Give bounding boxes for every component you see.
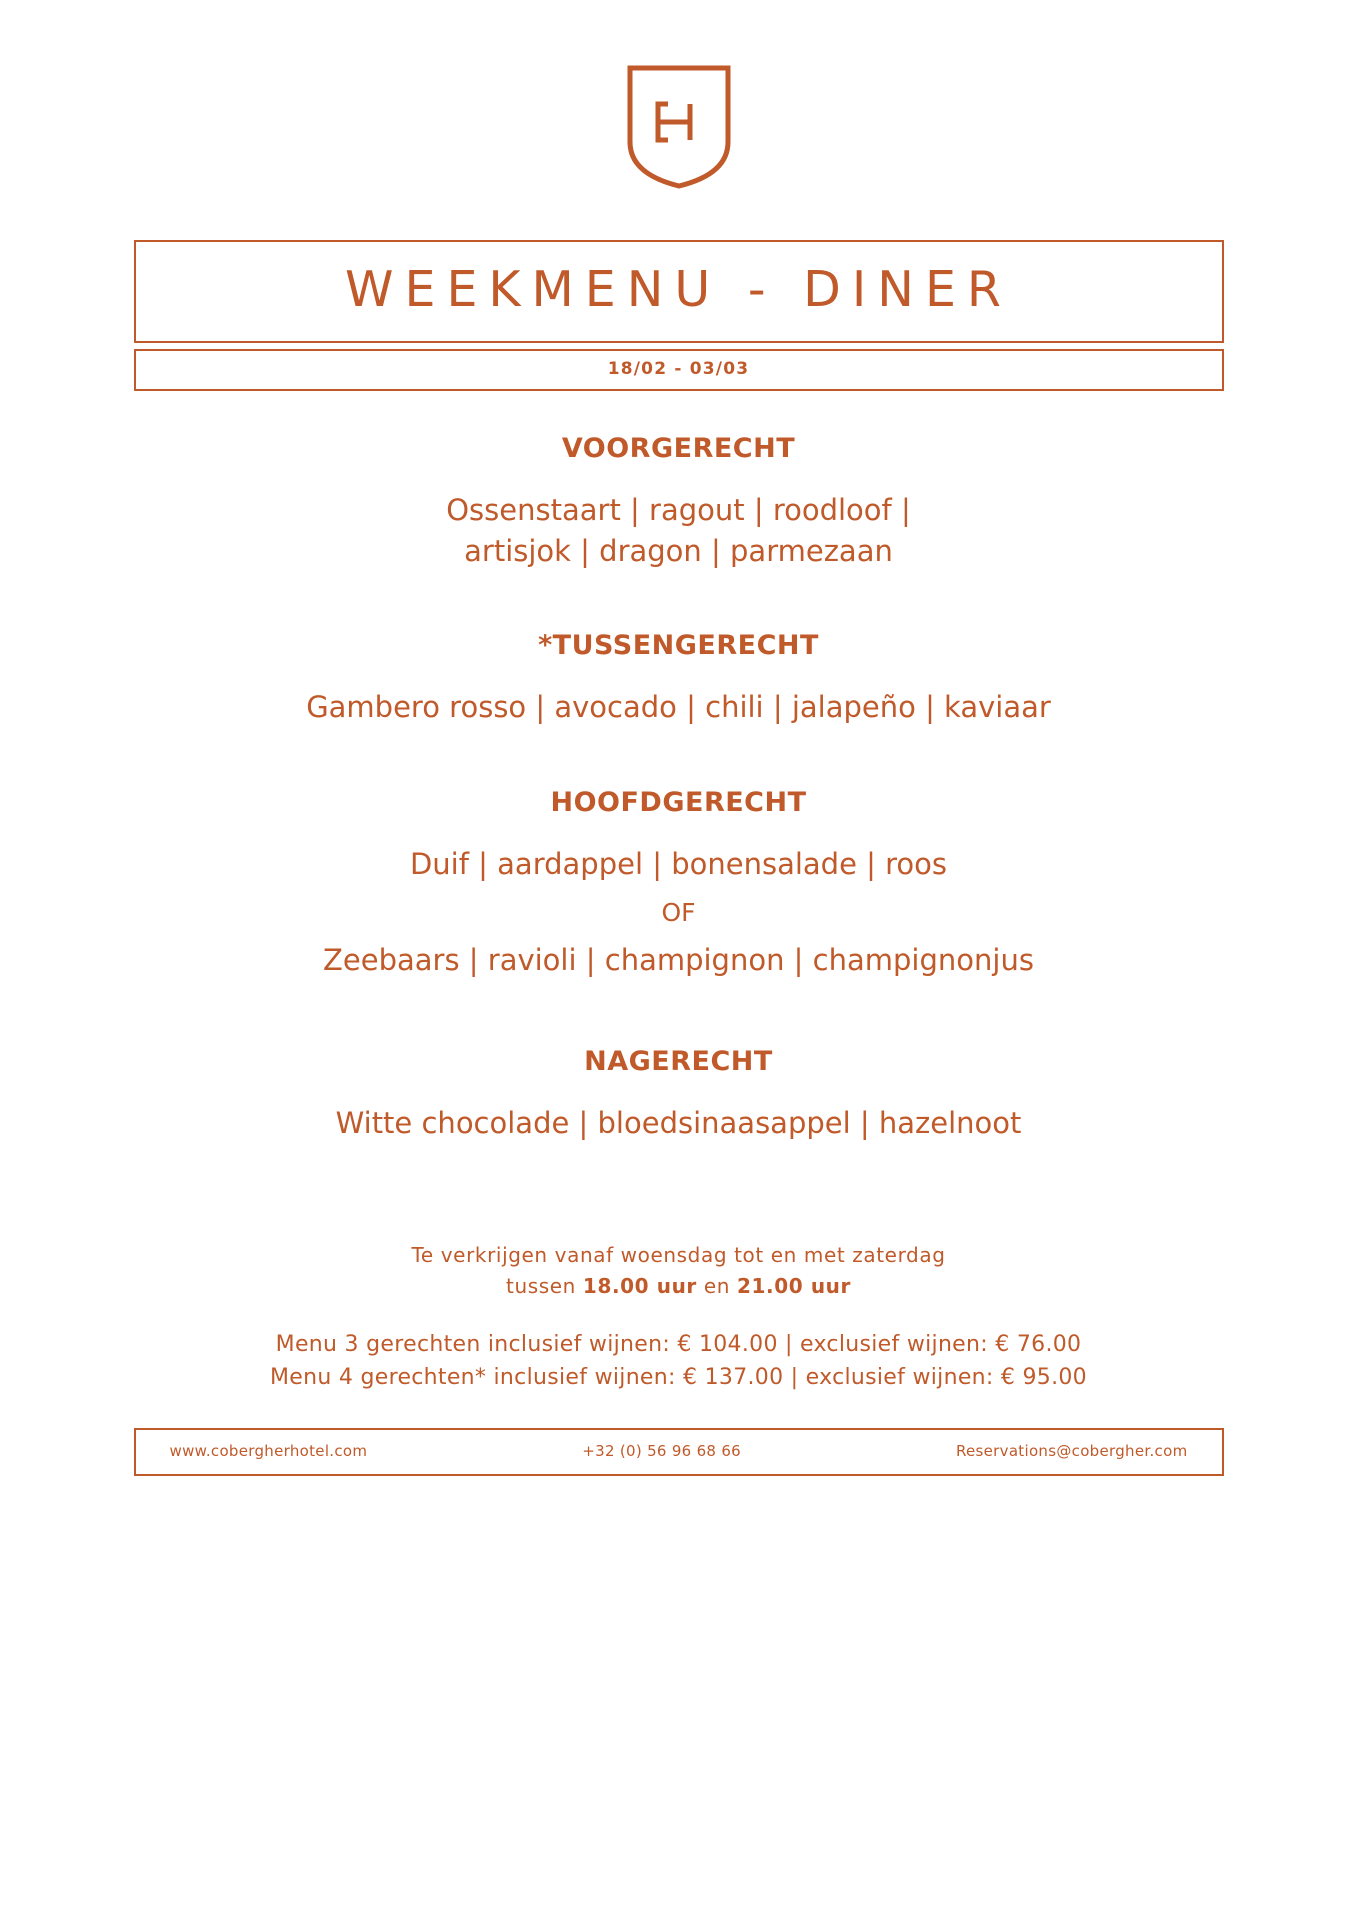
spacer bbox=[135, 727, 1222, 787]
date-range: 18/02 - 03/03 bbox=[607, 359, 750, 380]
page-title: WEEKMENU - DINER bbox=[345, 261, 1012, 318]
course-title: *TUSSENGERECHT bbox=[538, 629, 819, 661]
availability-hours bbox=[135, 1271, 1222, 1302]
time-middle: en bbox=[696, 1274, 737, 1298]
menu-notes bbox=[135, 1240, 1222, 1394]
date-box bbox=[134, 349, 1224, 391]
price-line-3-courses: Menu 3 gerechten inclusief wijnen: € 104.00 | exclusief wijnen: € 76.00 bbox=[275, 1332, 1082, 1357]
course-title: VOORGERECHT bbox=[561, 433, 796, 465]
time-from: 18.00 uur bbox=[582, 1274, 697, 1298]
phone-number[interactable]: +32 (0) 56 96 68 66 bbox=[582, 1442, 742, 1460]
course-line: Gambero rosso | avocado | chili | jalapeño | kaviaar bbox=[306, 689, 1051, 724]
course-nagerecht bbox=[135, 1046, 1222, 1144]
course-body bbox=[135, 844, 1222, 980]
course-line: artisjok | dragon | parmezaan bbox=[464, 534, 893, 569]
spacer bbox=[135, 572, 1222, 630]
course-voorgerecht bbox=[135, 433, 1222, 571]
title-box bbox=[134, 240, 1224, 343]
course-line: Duif | aardappel | bonensalade | roos bbox=[409, 847, 948, 882]
website-link[interactable]: www.cobergherhotel.com bbox=[169, 1442, 368, 1460]
price-line-4-courses: Menu 4 gerechten* inclusief wijnen: € 137.00 | exclusief wijnen: € 95.00 bbox=[270, 1365, 1087, 1390]
course-body bbox=[135, 687, 1222, 728]
shield-monogram-icon bbox=[624, 62, 734, 192]
course-body bbox=[135, 490, 1222, 571]
time-to: 21.00 uur bbox=[737, 1274, 851, 1298]
course-line: Witte chocolade | bloedsinaasappel | hazelnoot bbox=[335, 1106, 1022, 1141]
course-title: NAGERECHT bbox=[584, 1046, 773, 1078]
course-line: Ossenstaart | ragout | roodloof | bbox=[446, 493, 911, 528]
contact-bar bbox=[134, 1428, 1224, 1476]
logo bbox=[135, 62, 1222, 192]
email-link[interactable]: Reservations@cobergher.com bbox=[955, 1442, 1188, 1460]
course-body bbox=[135, 1103, 1222, 1144]
course-tussengerecht bbox=[135, 630, 1222, 728]
courses-list bbox=[135, 433, 1222, 1144]
spacer bbox=[135, 980, 1222, 1046]
time-prefix: tussen bbox=[506, 1274, 583, 1298]
availability-note bbox=[135, 1240, 1222, 1302]
course-hoofdgerecht bbox=[135, 787, 1222, 980]
price-block bbox=[135, 1328, 1222, 1394]
course-line: Zeebaars | ravioli | champignon | champignonjus bbox=[323, 942, 1034, 977]
course-title: HOOFDGERECHT bbox=[550, 787, 807, 819]
availability-days: Te verkrijgen vanaf woensdag tot en met zaterdag bbox=[411, 1243, 946, 1267]
course-alternative-separator: OF bbox=[661, 897, 696, 927]
